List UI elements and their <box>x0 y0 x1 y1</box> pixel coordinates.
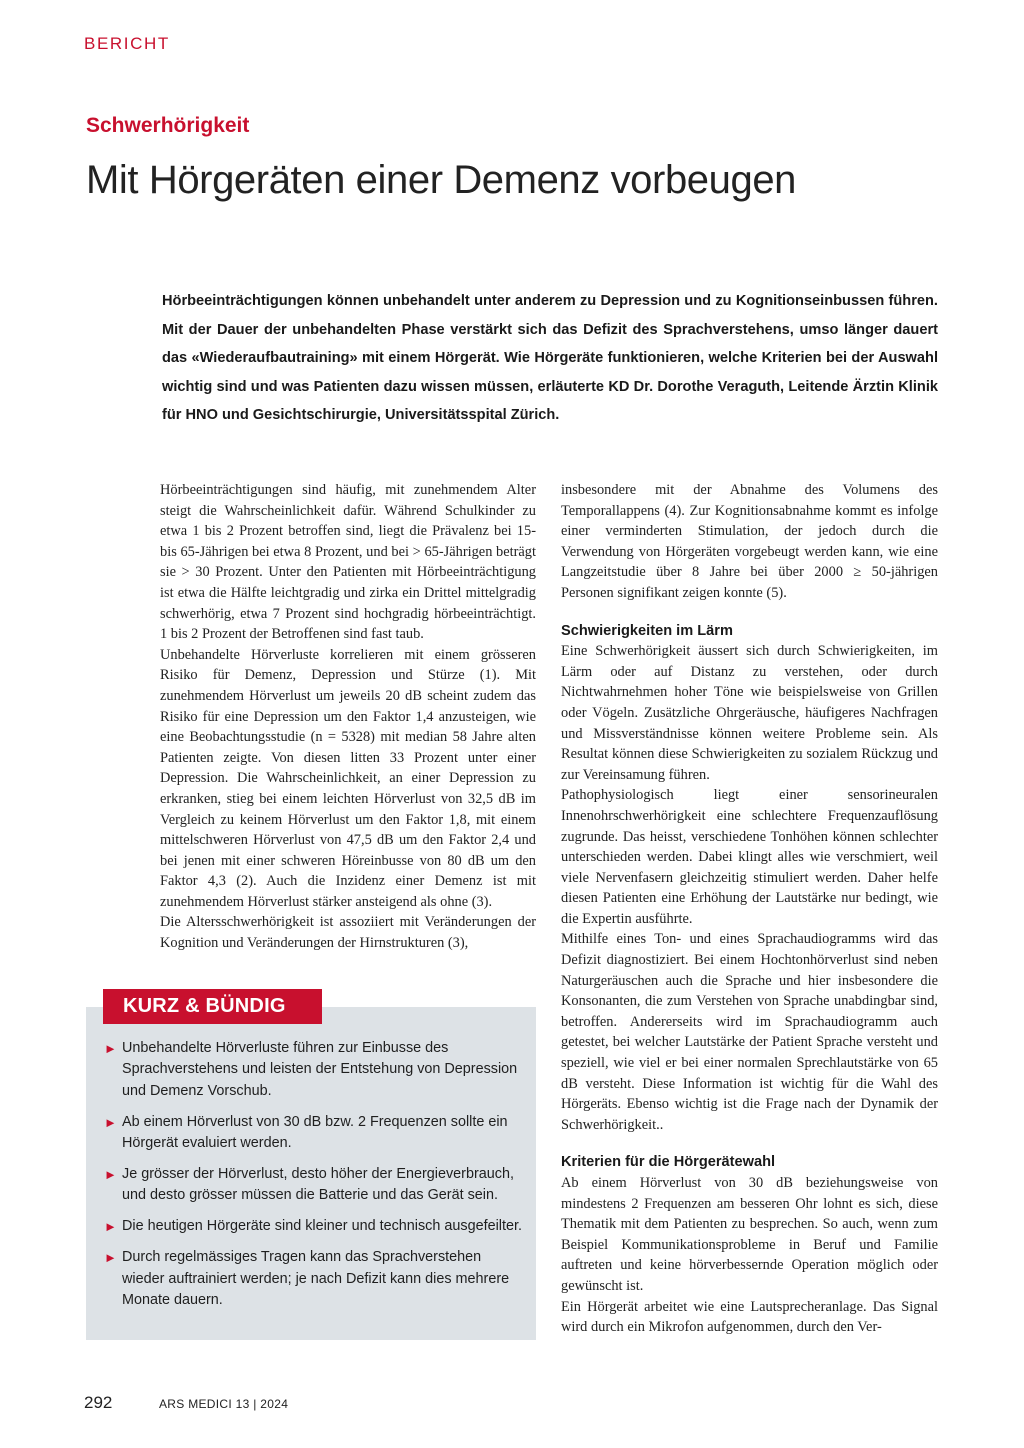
section-heading: Kriterien für die Hörgerätewahl <box>561 1154 776 1171</box>
summary-item <box>104 1164 524 1207</box>
body-paragraph: Unbehandelte Hörverluste korrelieren mit einem grösseren Risiko für Demenz, Depression und Stürze (1). Mit zunehmendem Hörverlust um jeweils 20 dB scheint zudem das Risiko für eine Depression um den Faktor 1,4 anzusteigen, wie eine Beobachtungsstudie (n = 5328) mit median 58 Jahre alten Patienten zeigte. Von diesen litten 33 Prozent unter einer Depression. Die Wahrscheinlichkeit, an einer Depression zu erkranken, stieg bei einem leichten Hörverlust von 32,5 dB im Vergleich zu keinem Hörverlust um den Faktor 1,8, mit einem mittelschweren Hörverlust von 47,5 dB um den Faktor 2,4 und bei jenen mit einer schweren Höreinbusse von 80 dB um den Faktor 4,3 (2). Auch die Inzidenz einer Demenz ist mit zunehmendem Hörverlust stärker ansteigend als ohne (3). <box>160 646 536 910</box>
body-column-right <box>561 480 938 1338</box>
bullet-arrow-icon: ► <box>104 1219 117 1235</box>
summary-item <box>104 1112 524 1155</box>
section-label: BERICHT <box>84 34 170 53</box>
summary-item-text: Je grösser der Hörverlust, desto höher der Energieverbrauch, und desto grösser müssen die Batterie und das Gerät sein. <box>122 1166 514 1204</box>
body-paragraph: insbesondere mit der Abnahme des Volumens des Temporallappens (4). Zur Kognitionsabnahme kommt es infolge einer verminderten Stimulation, der jedoch durch die Verwendung von Hörgeräten vorgebeugt werden kann, wie eine Langzeitstudie über 8 Jahre bei über 2000 ≥ 50-jährigen Personen signifikant zeigen konnte (5). <box>561 482 938 601</box>
body-paragraph: Eine Schwerhörigkeit äussert sich durch Schwierigkeiten, im Lärm oder auf Distanz zu verstehen, oder durch Nichtwahrnehmen hoher Töne wie beispielsweise von Grillen oder Vögeln. Zusätzliche Ohrgeräusche, häufigeres Nachfragen und Missverständnisse können weitere Probleme sein. Als Resultat können diese Schwierigkeiten zu sozialem Rückzug und zur Vereinsamung führen. <box>561 643 938 783</box>
bullet-arrow-icon: ► <box>104 1250 117 1266</box>
article-kicker: Schwerhörigkeit <box>86 114 250 137</box>
bullet-arrow-icon: ► <box>104 1114 117 1130</box>
section-heading: Schwierigkeiten im Lärm <box>561 622 733 639</box>
article-lead: Hörbeeinträchtigungen können unbehandelt unter anderem zu Depression und zu Kognitionseinbussen führen. Mit der Dauer der unbehandelten Phase verstärkt sich das Defizit des Sprachverstehens, umso länger dauert das «Wiederaufbautraining» mit einem Hörgerät. Wie Hörgeräte funktionieren, welche Kriterien bei der Auswahl wichtig sind und was Patienten dazu wissen müssen, erläuterte KD Dr. Dorothe Veraguth, Leitende Ärztin Klinik für HNO und Gesichtschirurgie, Universitätsspital Zürich. <box>162 293 938 424</box>
body-paragraph: Pathophysiologisch liegt einer sensorineuralen Innenohrschwerhörigkeit eine schlechtere Frequenzauflösung zugrunde. Das heisst, verschiedene Tonhöhen können schlechter unterschieden werden. Dabei klingt alles wie verschmiert, weil viele Nervenfasern gleichzeitig stimuliert werden. Daher helfe diesen Patienten eine Erhöhung der Lautstärke nur bedingt, wie die Expertin ausführte. <box>561 787 938 927</box>
summary-list <box>104 1038 524 1321</box>
body-paragraph: Ein Hörgerät arbeitet wie eine Lautsprecheranlage. Das Signal wird durch ein Mikrofon aufgenommen, durch den Ver- <box>561 1298 938 1336</box>
summary-item <box>104 1216 524 1237</box>
page-number: 292 <box>84 1393 113 1412</box>
journal-issue: ARS MEDICI 13 | 2024 <box>159 1397 289 1411</box>
summary-item <box>104 1247 524 1311</box>
body-column-left <box>160 480 536 954</box>
body-paragraph: Mithilfe eines Ton- und eines Sprachaudiogramms wird das Defizit diagnostiziert. Bei einem Hochtonhörverlust sind neben Naturgeräuschen auch die Sprache und hier insbesondere die Konsonanten, die zum Verstehen von Sprache unabdingbar sind, betroffen. Andererseits wird im Sprachaudiogramm auch getestet, bei welcher Lautstärke der Patient Sprache versteht und speziell, wie viel er bei einer normalen Sprechlautstärke von 65 dB versteht. Diese Information ist wichtig für die Wahl des Hörgeräts. Ebenso wichtig ist die Frage nach der Dynamik der Schwerhörigkeit.. <box>561 931 938 1133</box>
article-title: Mit Hörgeräten einer Demenz vorbeugen <box>86 158 797 202</box>
body-paragraph: Die Altersschwerhörigkeit ist assoziiert mit Veränderungen der Kognition und Veränderungen der Hirnstrukturen (3), <box>160 914 536 952</box>
body-paragraph: Hörbeeinträchtigungen sind häufig, mit zunehmendem Alter steigt die Wahrscheinlichkeit dafür. Während Schulkinder zu etwa 1 bis 2 Prozent betroffen sind, liegt die Prävalenz bei 15- bis 65-Jährigen bei etwa 8 Prozent, und bei > 65-Jährigen beträgt sie > 30 Prozent. Unter den Patienten mit Hörbeeinträchtigung ist etwa die Hälfte leichtgradig und zirka ein Drittel mittelgradig schwerhörig, etwa 7 Prozent sind hochgradig hörbeeinträchtigt. 1 bis 2 Prozent der Betroffenen sind fast taub. <box>160 482 536 643</box>
summary-item-text: Die heutigen Hörgeräte sind kleiner und technisch ausgefeilter. <box>122 1218 522 1235</box>
summary-item-text: Unbehandelte Hörverluste führen zur Einbusse des Sprachverstehens und leisten der Entstehung von Depression und Demenz Vorschub. <box>122 1040 518 1099</box>
bullet-arrow-icon: ► <box>104 1167 117 1183</box>
body-paragraph: Ab einem Hörverlust von 30 dB beziehungsweise von mindestens 2 Frequenzen am besseren Ohr lohnt es sich, diese Thematik mit dem Patienten zu besprechen. So auch, wenn zum Beispiel Kommunikationsprobleme in Beruf und Familie auftreten und keine hörverbessernde Operation möglich oder gewünscht ist. <box>561 1175 938 1294</box>
summary-item-text: Durch regelmässiges Tragen kann das Sprachverstehen wieder auftrainiert werden; je nach Defizit kann dies mehrere Monate dauern. <box>122 1249 510 1309</box>
summary-item-text: Ab einem Hörverlust von 30 dB bzw. 2 Frequenzen sollte ein Hörgerät evaluiert werden. <box>122 1113 508 1152</box>
summary-item <box>104 1038 524 1102</box>
bullet-arrow-icon: ► <box>104 1041 117 1056</box>
summary-box-title: KURZ & BÜNDIG <box>103 989 322 1024</box>
